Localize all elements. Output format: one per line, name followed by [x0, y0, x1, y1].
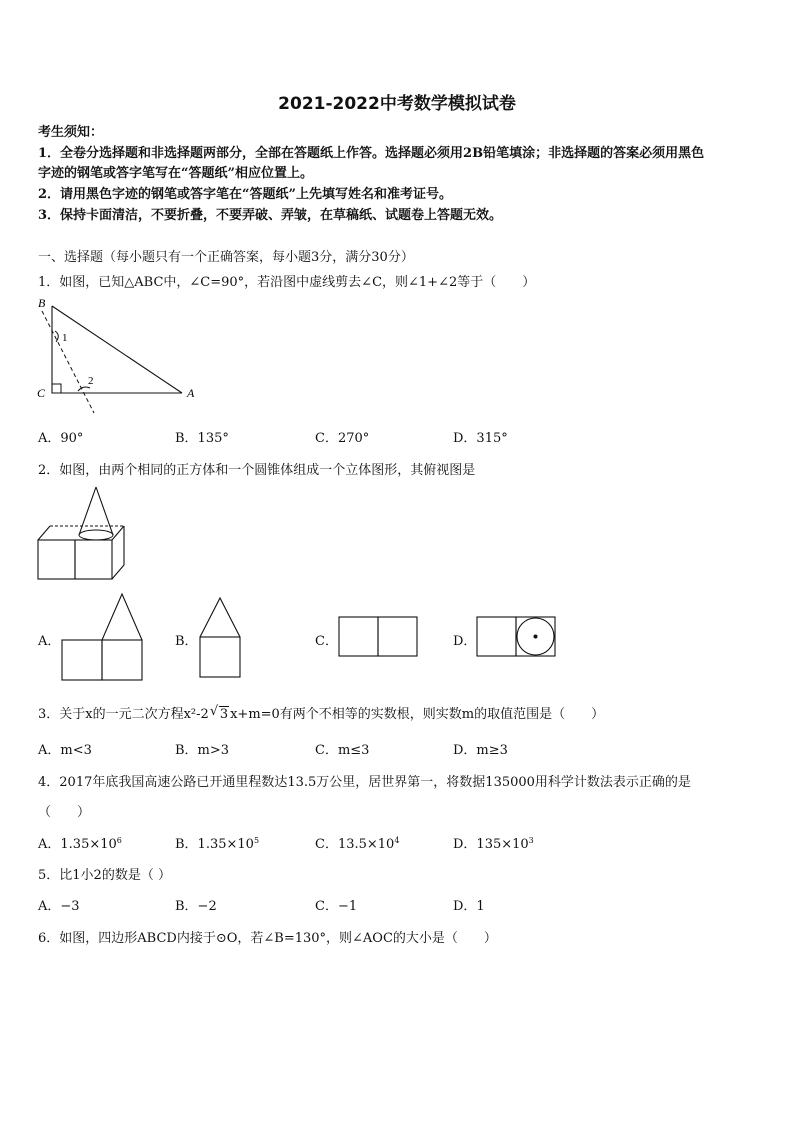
q2-solid-figure [36, 485, 132, 581]
section-heading: 一、选择题（每小题只有一个正确答案，每小题3分，满分30分） [38, 250, 414, 265]
q5-stem: 5．比1小2的数是（ ） [38, 868, 171, 883]
q6-stem: 6．如图，四边形ABCD内接于⊙O，若∠B=130°，则∠AOC的大小是（ ） [38, 931, 497, 946]
q4-option-d-exp: 3 [528, 836, 534, 845]
q1-angle-1-label: 1 [62, 332, 68, 344]
notice-heading: 考生须知： [38, 125, 104, 140]
q5-option-d: D．1 [453, 899, 485, 914]
q4-option-d [453, 833, 534, 852]
q4-option-b [175, 833, 259, 852]
q3-option-b: B．m>3 [175, 743, 230, 758]
q2-option-c-label: C． [315, 634, 338, 649]
q1-option-a: A．90° [38, 431, 84, 446]
notice-item-3: 3．保持卡面清洁，不要折叠，不要弄破、弄皱，在草稿纸、试题卷上答题无效。 [38, 208, 503, 223]
q4-option-a-exp: 6 [116, 836, 122, 845]
q3-stem [38, 703, 604, 722]
q2-stem: 2．如图，由两个相同的正方体和一个圆锥体组成一个立体图形，其俯视图是 [38, 463, 476, 478]
q1-angle-2-label: 2 [88, 375, 94, 387]
q3-sqrt-arg: 3 [219, 707, 229, 722]
q3-stem-part-2: x+m=0有两个不相等的实数根，则实数m的取值范围是（ ） [230, 707, 605, 722]
q3-option-c: C．m≤3 [315, 743, 370, 758]
q5-option-b: B．−2 [175, 899, 217, 914]
q2-option-a-figure [60, 592, 144, 684]
q4-option-c-base: C．13.5×10 [315, 837, 395, 852]
q2-option-d-figure [476, 616, 558, 658]
q4-option-a [38, 833, 122, 852]
sqrt-radical-icon: √ [209, 704, 219, 719]
q3-option-a: A．m<3 [38, 743, 92, 758]
q4-stem-line-1: 4．2017年底我国高速公路已开通里程数达13.5万公里，居世界第一，将数据135000用科学计数法表示正确的是 [38, 775, 691, 790]
q4-option-c [315, 833, 399, 852]
q1-label-c: C [37, 386, 46, 400]
q1-label-a: A [187, 386, 195, 400]
q2-option-a-label: A． [38, 634, 61, 649]
q5-option-c: C．−1 [315, 899, 358, 914]
q4-stem-line-2: （ ） [38, 805, 91, 820]
q3-option-d: D．m≥3 [453, 743, 508, 758]
notice-item-1-line-1: 1．全卷分选择题和非选择题两部分，全部在答题纸上作答。选择题必须用2B铅笔填涂；非选择题的答案必须用黑色 [38, 146, 705, 161]
q3-sqrt [209, 704, 229, 722]
q2-option-b-figure [198, 596, 242, 680]
q4-option-b-base: B．1.35×10 [175, 837, 254, 852]
q2-option-b-label: B． [175, 634, 198, 649]
notice-item-2: 2．请用黑色字迹的钢笔或答字笔在“答题纸”上先填写姓名和准考证号。 [38, 187, 453, 202]
notice-item-1-line-2: 字迹的钢笔或答字笔写在“答题纸”相应位置上。 [38, 166, 313, 181]
q1-stem: 1．如图，已知△ABC中，∠C=90°，若沿图中虚线剪去∠C，则∠1+∠2等于（ ） [38, 275, 536, 290]
q1-label-b: B [38, 296, 46, 310]
q3-stem-part-1: 3．关于x的一元二次方程x²-2 [38, 707, 209, 722]
q2-option-c-figure [338, 616, 420, 658]
q2-option-d-label: D． [453, 634, 477, 649]
q4-option-c-exp: 4 [394, 836, 400, 845]
q1-option-d: D．315° [453, 431, 508, 446]
q5-option-a: A．−3 [38, 899, 80, 914]
q1-option-b: B．135° [175, 431, 229, 446]
q4-option-a-base: A．1.35×10 [38, 837, 117, 852]
page-title: 2021-2022中考数学模拟试卷 [278, 94, 516, 114]
q1-option-c: C．270° [315, 431, 370, 446]
q1-triangle-figure [30, 293, 210, 418]
q4-option-d-base: D．135×10 [453, 837, 529, 852]
q4-option-b-exp: 5 [253, 836, 260, 845]
